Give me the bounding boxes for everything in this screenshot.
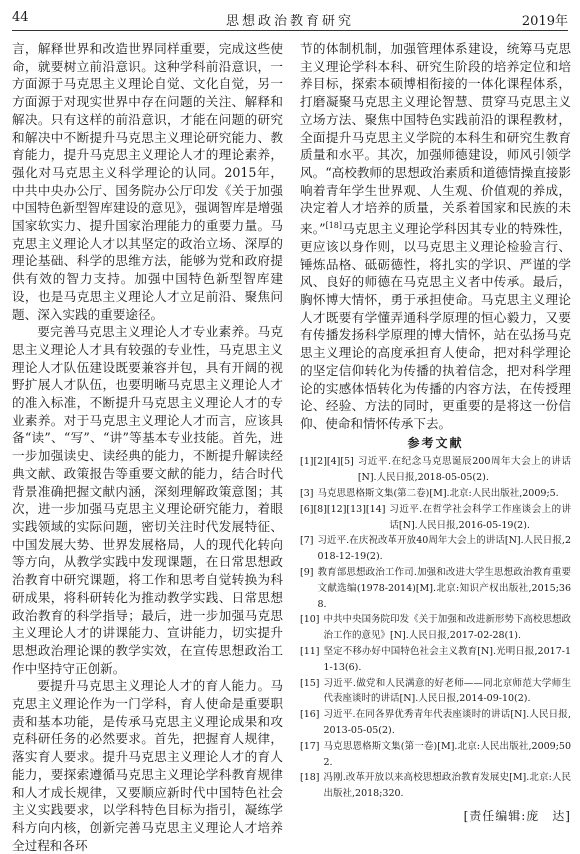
reference-item — [300, 612, 571, 644]
reference-number: [7] — [300, 535, 314, 547]
journal-title: 思想政治教育研究 — [225, 14, 354, 29]
editor-credit: [责任编辑:庞 达] — [463, 808, 571, 823]
reference-list — [300, 454, 571, 802]
paragraph-text: 节的体制机制，加强管理体系建设，统筹马克思主义理论学科本科、研究生阶段的培养定位和培养目标，探索本硕博相衔接的一体化课程体系，打磨凝聚马克思主义理论智慧、贯穿马克思主义立场方法、聚焦中国特色实践前沿的课程教材，全面提升马克思主义学院的本科生和研究生教育质量和水平。其次，加强师德建设，师风引领学风。“高校教师的思想政治素质和道德情操直接影响着青年学生世界观、人生观、价值观的养成，决定着人才培养的质量，关系着国家和民族的未来。” — [300, 41, 571, 237]
reference-number: [6][8][12][13][14] — [300, 503, 386, 515]
reference-text: 教育部思想政治工作司.加强和改进大学生思想政治教育重要文献选编(1978-2014)[M].北京:知识产权出版社,2015;368. — [317, 566, 571, 610]
reference-number: [1][2][4][5] — [300, 456, 354, 468]
reference-item — [300, 644, 571, 676]
reference-number: [9] — [300, 566, 314, 578]
reference-item — [300, 739, 571, 771]
reference-text: 马克思恩格斯文集(第二卷)[M].北京:人民出版社,2009;5. — [317, 487, 559, 499]
paragraph: 言，解释世界和改造世界同样重要，完成这些使命，就要树立前沿意识。这种学科前沿意识，一方面源于马克思主义理论自觉、文化自觉，另一方面源于对现实世界中存在问题的关注、解释和解决。只有这样的前沿意识，才能在问题的研究和解决中不断提升马克思主义理论研究能力、教育能力，提升马克思主义理论人才的理论素养，强化对马克思主义科学理论的认同。2015年，中共中央办公厅、国务院办公厅印发《关于加强中国特色新型智库建设的意见》，强调智库是增强国家软实力、提升国家治理能力的重要力量。马克思主义理论人才以其坚定的政治立场、深厚的理论基础、科学的思维方法，能够为党和政府提供有效的智力支持。加强中国特色新型智库建设，也是马克思主义理论人才立足前沿、聚焦问题、深入实践的重要途径。 — [12, 41, 283, 322]
paragraph: 要完善马克思主义理论人才专业素养。马克思主义理论人才具有较强的专业性，马克思主义理论人才队伍建设既要兼容并包，具有开阔的视野扩展人才队伍，也要明晰马克思主义理论人才的准入标准，不断提升马克思主义理论人才的专业素养。对于马克思主义理论人才而言，应该具备“读”、“写”、“讲”等基本专业技能。首先，进一步加强读史、读经典的能力，不断提升解读经典文献、政策报告等重要文献的能力，结合时代背景准确把握文献内涵，深刻理解政策意图；其次，进一步加强马克思主义理论研究能力，着眼实践领域的实际问题，密切关注时代发展特征、中国发展大势、世界发展格局，人的现代化转向等方向，从教学实践中发现课题，在日常思想政治教育中研究课题，将工作和思考自觉转换为科研成果，将科研转化为推动教学实践、日常思想政治教育的科学指导；最后，进一步加强马克思主义理论人才的讲课能力、宣讲能力，切实提升思想政治理论课的教学实效，在宣传思想政治工作中坚持守正创新。 — [12, 324, 283, 676]
reference-number: [16] — [300, 709, 320, 721]
reference-number: [3] — [300, 487, 314, 499]
reference-text: 坚定不移办好中国特色社会主义教育[N].光明日报,2017-11-13(6). — [323, 645, 571, 673]
reference-number: [11] — [300, 645, 320, 657]
reference-item — [300, 565, 571, 612]
right-column — [300, 40, 571, 826]
reference-text: 中共中央国务院印发《关于加强和改进新形势下高校思想政治工作的意见》[N].人民日报,2017-02-28(1). — [323, 614, 571, 642]
reference-number: [15] — [300, 677, 320, 689]
reference-item — [300, 454, 571, 486]
references-heading: 参考文献 — [407, 435, 464, 450]
reference-item — [300, 707, 571, 739]
reference-text: 习近平.做党和人民满意的好老师——同北京师范大学师生代表座谈时的讲话[N].人民日报,2014-09-10(2). — [323, 677, 571, 705]
reference-text: 冯刚.改革开放以来高校思想政治教育发展史[M].北京:人民出版社,2018;320. — [323, 772, 571, 800]
paragraph — [300, 40, 571, 433]
reference-item — [300, 770, 571, 802]
left-column — [12, 40, 283, 854]
reference-item — [300, 486, 571, 502]
journal-year: 2019年 — [521, 14, 568, 29]
reference-text: 习近平.在庆祝改革开放40周年大会上的讲话[N].人民日报,2018-12-19(2). — [317, 535, 571, 563]
reference-text: 马克思恩格斯文集(第一卷)[M].北京:人民出版社,2009;502. — [323, 740, 571, 768]
citation-marker: [18] — [325, 221, 343, 231]
reference-number: [10] — [300, 614, 320, 626]
reference-item — [300, 676, 571, 708]
paragraph-text: 马克思主义理论学科因其专业的特殊性，更应该以身作则，以马克思主义理论检验言行、锤炼品格、砥砺德性，将扎实的学识、严谨的学风、良好的师德在马克思主义者中传承。最后，胸怀博大情怀，勇于承担使命。马克思主义理论人才既要有学懂弄通科学原理的恒心毅力，又要有传播发扬科学原理的博大情怀，站在弘扬马克思主义理论的高度承担育人使命，把对科学理论的坚定信仰转化为传播的执着信念，把对科学理论的实感体悟转化为传播的内容方法，在传授理论、经验、方法的同时，更重要的是将这一份信仰、使命和情怀传承下去。 — [300, 221, 572, 431]
page-number: 44 — [12, 10, 29, 25]
reference-item — [300, 533, 571, 565]
reference-number: [18] — [300, 772, 320, 784]
page-header — [12, 6, 568, 31]
reference-text: 习近平.在纪念马克思诞辰200周年大会上的讲话[N].人民日报,2018-05-05(2). — [357, 456, 571, 484]
reference-number: [17] — [300, 740, 320, 752]
reference-text: 习近平.在同各界优秀青年代表座谈时的讲话[N].人民日报,2013-05-05(2). — [323, 709, 571, 736]
paragraph: 要提升马克思主义理论人才的育人能力。马克思主义理论作为一门学科，育人使命是重要职责和基本功能，是传承马克思主义理论成果和攻克科研任务的必然要求。首先，把握育人规律，落实育人要求。提升马克思主义理论人才的育人能力，要探索遵循马克思主义理论学科教育规律和人才成长规律，又要顺应新时代中国特色社会主义实践要求，以学科特色目标为指引，凝练学科方向内核，创新完善马克思主义理论人才培养全过程和各环 — [12, 678, 283, 853]
reference-text: 习近平.在哲学社会科学工作座谈会上的讲话[N].人民日报,2016-05-19(2). — [389, 503, 571, 531]
reference-item — [300, 502, 571, 534]
